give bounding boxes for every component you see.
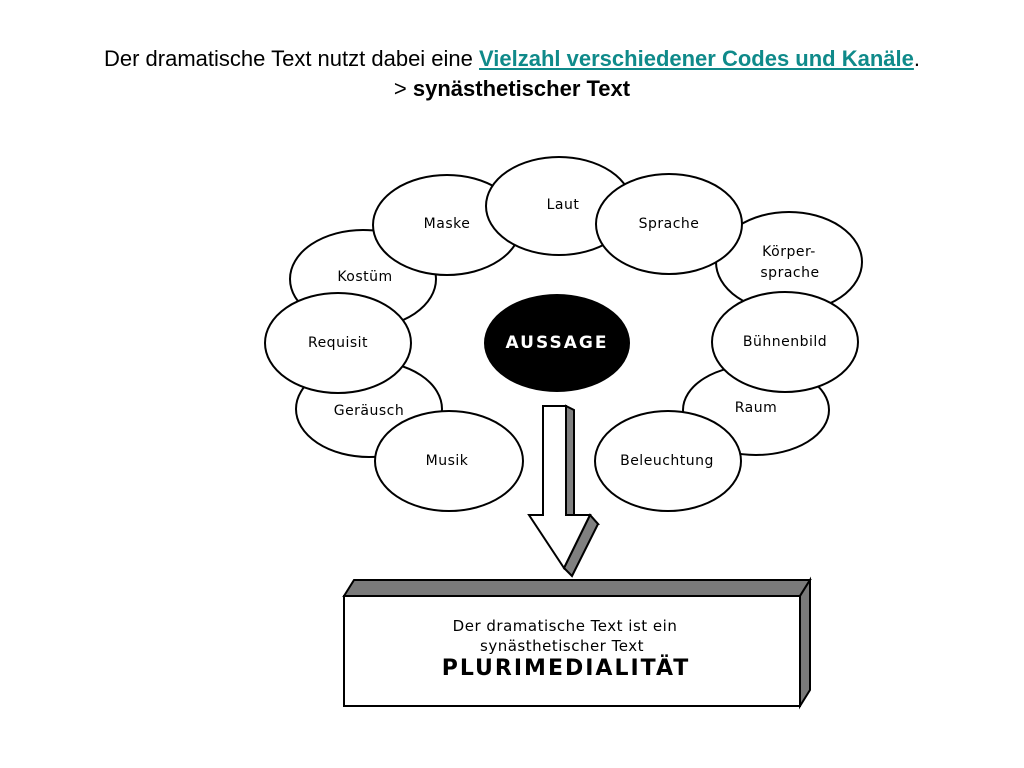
label-koerper: Körper- [762,244,816,260]
center-label: AUSSAGE [505,333,609,353]
label-sprache-2: sprache [760,265,820,281]
down-arrow-icon [529,406,598,576]
synaesthetic-text-label: synästhetischer Text [412,76,631,101]
label-buehnenbild: Bühnenbild [742,334,828,350]
label-requisit: Requisit [307,335,369,351]
label-musik: Musik [425,453,469,469]
result-plurimedialitaet: PLURIMEDIALITÄT [441,656,691,681]
label-raum: Raum [734,400,778,416]
result-line-1: Der dramatische Text ist ein [452,617,678,635]
label-geraeusch: Geräusch [333,403,405,419]
label-maske: Maske [423,216,471,232]
codes-link[interactable]: Vielzahl verschiedener Codes und Kanäle [479,46,914,71]
arrow-symbol: > [393,76,413,101]
label-beleuchtung: Beleuchtung [620,453,714,469]
label-kostuem: Kostüm [337,269,393,285]
label-laut: Laut [546,197,580,213]
heading-prefix: Der dramatische Text nutzt dabei eine [103,46,480,71]
result-line-2: synästhetischer Text [480,637,644,655]
heading-suffix: . [913,46,921,71]
label-sprache: Sprache [638,216,700,232]
